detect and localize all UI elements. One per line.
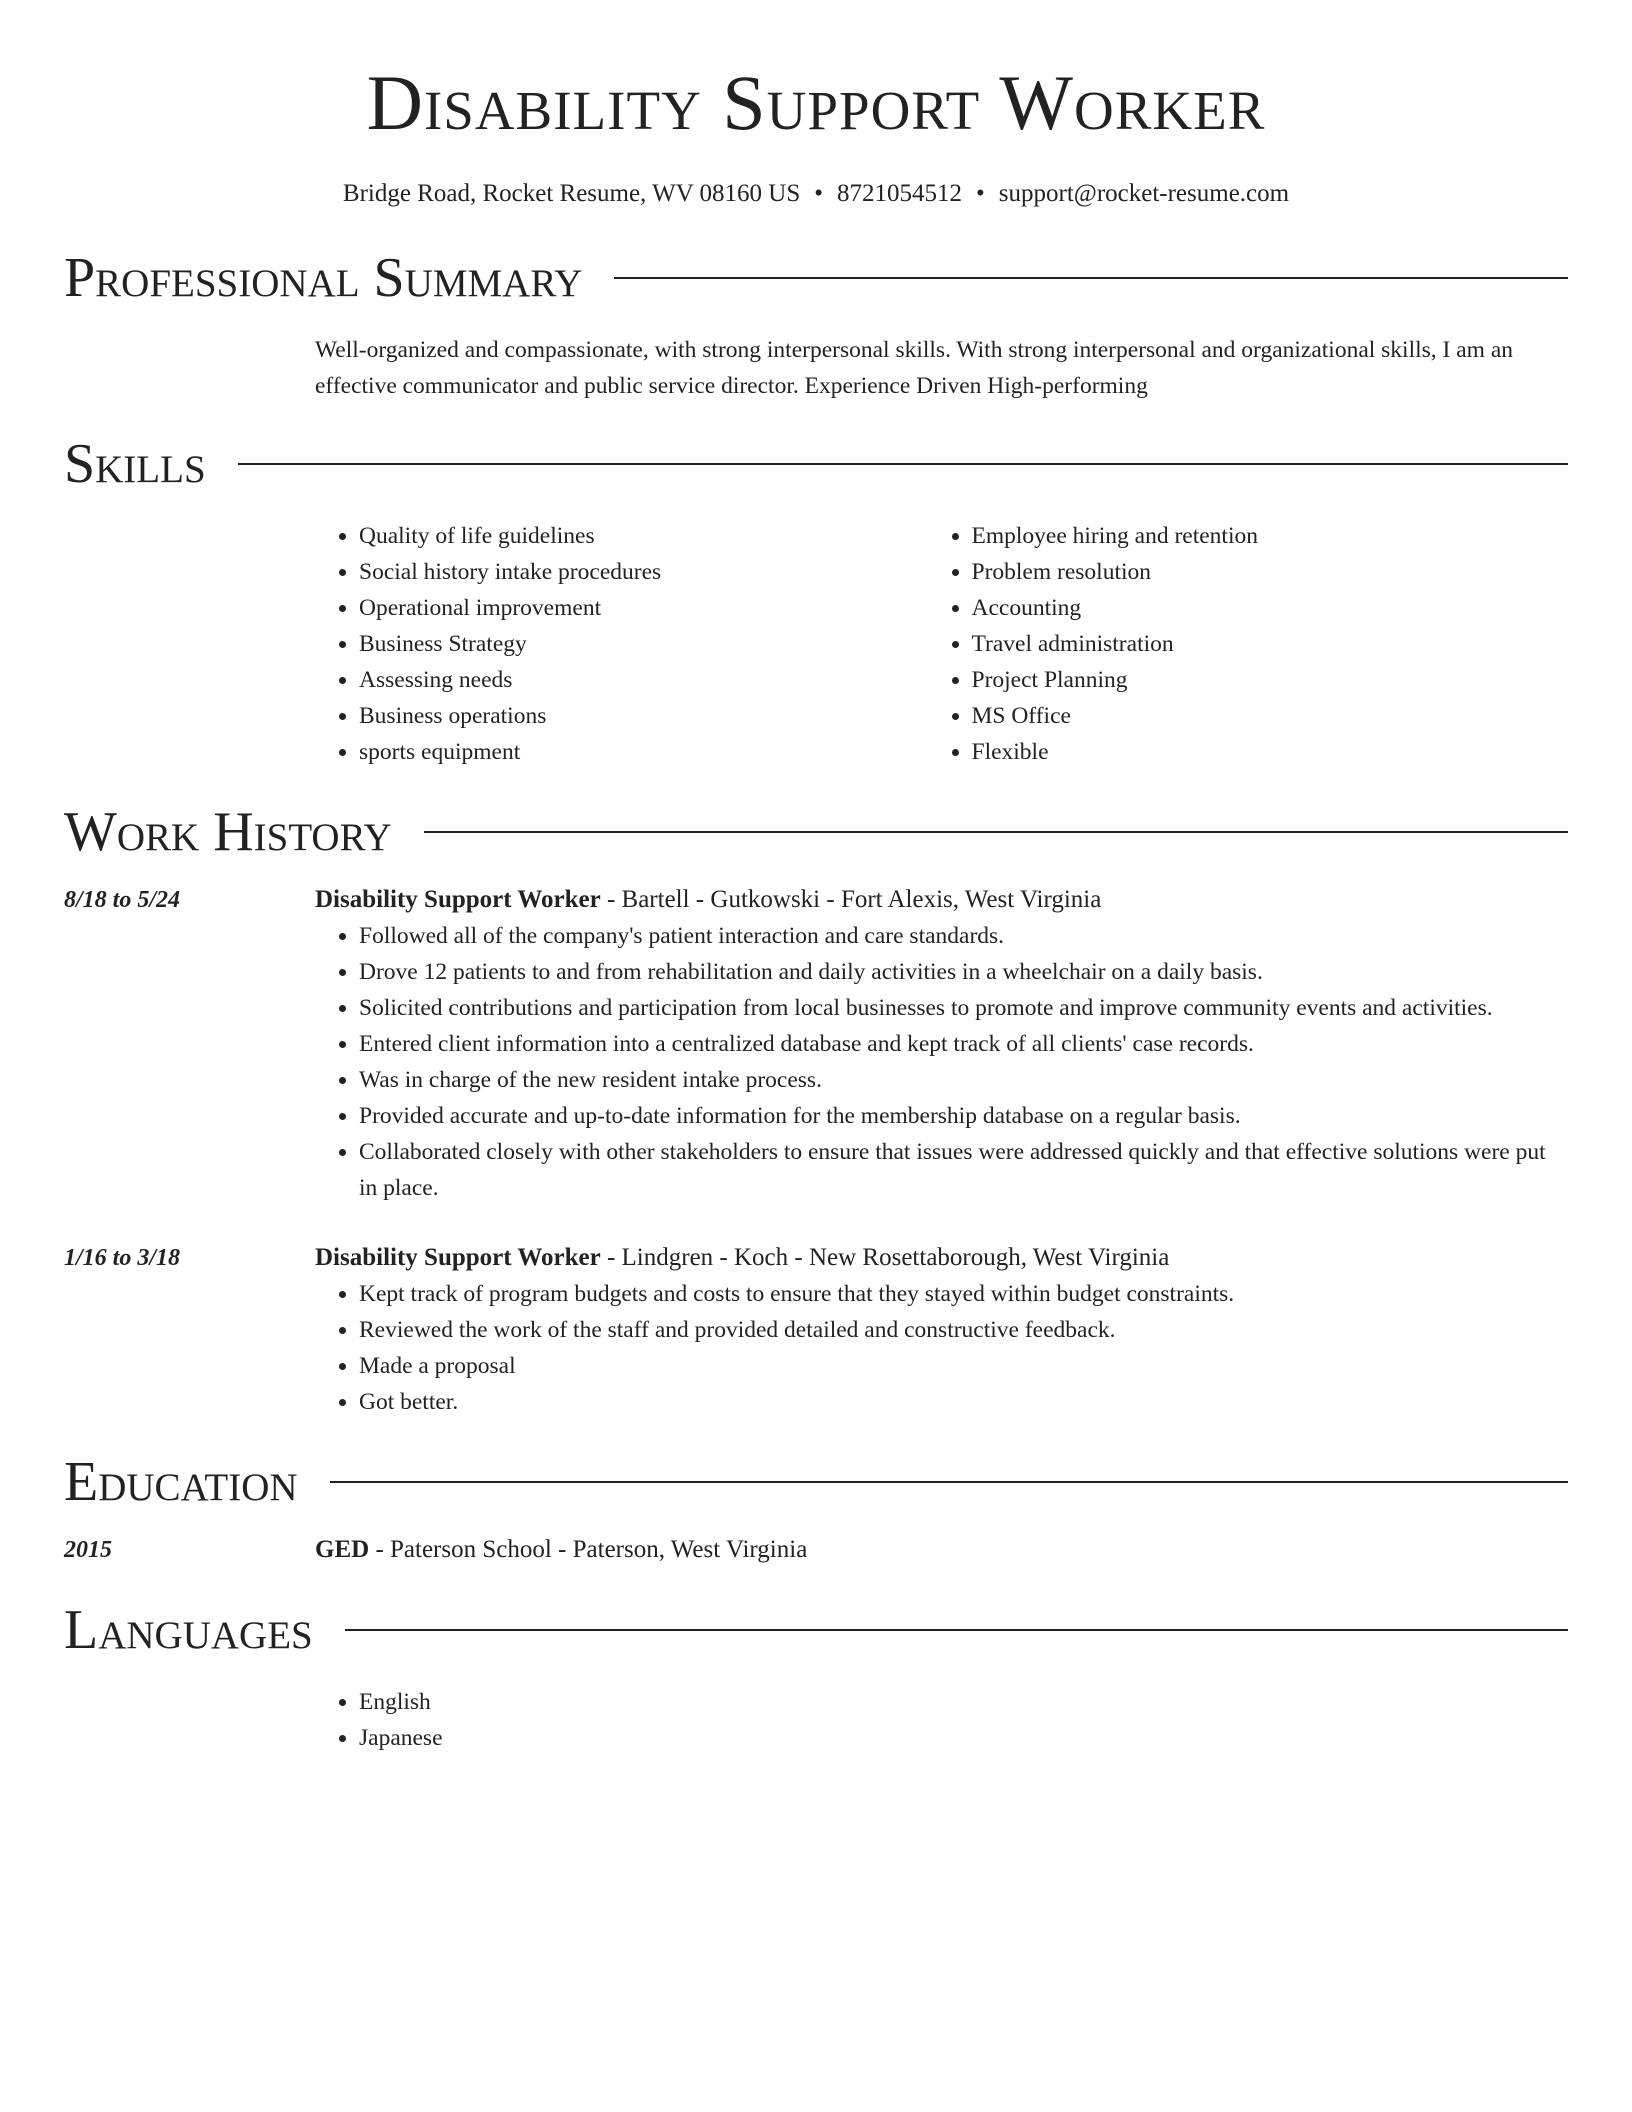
skills-header — [64, 432, 1568, 496]
skills-section — [64, 432, 1568, 770]
skill-item: • Problem resolution — [972, 554, 1569, 590]
education-header — [64, 1450, 1568, 1514]
job-bullet: • Collaborated closely with other stakeholders to ensure that issues were addressed quickly and that effective solutions were put in place. — [359, 1134, 1568, 1206]
skill-item: • Operational improvement — [359, 590, 956, 626]
summary-title: Professional Summary — [64, 247, 583, 309]
skill-item: • MS Office — [972, 698, 1569, 734]
education-heading — [315, 1532, 1568, 1568]
skill-item: • Business operations — [359, 698, 956, 734]
skill-item: • Employee hiring and retention — [972, 518, 1569, 554]
skills-title: Skills — [64, 433, 206, 495]
languages-body — [315, 1684, 1568, 1756]
job-dates: 1/16 to 3/18 — [64, 1245, 181, 1271]
skills-list-left — [315, 518, 956, 770]
contact-address: Bridge Road, Rocket Resume, WV 08160 US — [342, 180, 801, 207]
job-role: Disability Support Worker — [315, 886, 601, 913]
job-entry — [64, 1240, 1568, 1420]
languages-title: Languages — [64, 1599, 313, 1661]
skill-item: • Flexible — [972, 734, 1569, 770]
section-divider — [330, 1481, 1568, 1483]
job-bullet: • Was in charge of the new resident intake process. — [359, 1062, 1568, 1098]
skill-item: • Quality of life guidelines — [359, 518, 956, 554]
skill-item: • Accounting — [972, 590, 1569, 626]
work-history-header — [64, 800, 1568, 864]
languages-header — [64, 1598, 1568, 1662]
section-divider — [238, 463, 1568, 465]
candidate-name: Disability Support Worker — [366, 59, 1266, 146]
job-heading — [315, 1240, 1568, 1276]
section-divider — [614, 277, 1568, 279]
languages-section — [64, 1598, 1568, 1756]
job-role: Disability Support Worker — [315, 1244, 601, 1271]
summary-section — [64, 246, 1568, 404]
education-title: Education — [64, 1451, 298, 1513]
contact-phone: 8721054512 — [837, 180, 963, 207]
job-bullet: • Entered client information into a centralized database and kept track of all clients' case records. — [359, 1026, 1568, 1062]
education-degree: GED — [315, 1536, 370, 1563]
job-bullet: • Provided accurate and up-to-date information for the membership database on a regular basis. — [359, 1098, 1568, 1134]
language-item: • Japanese — [359, 1720, 1568, 1756]
job-bullet: • Reviewed the work of the staff and provided detailed and constructive feedback. — [359, 1312, 1568, 1348]
job-bullets — [315, 918, 1568, 1206]
job-details: - Lindgren - Koch - New Rosettaborough, West Virginia — [600, 1244, 1170, 1271]
job-dates: 8/18 to 5/24 — [64, 887, 181, 913]
job-bullet: • Got better. — [359, 1384, 1568, 1420]
contact-email: support@rocket-resume.com — [998, 180, 1290, 207]
education-section — [64, 1450, 1568, 1568]
section-divider — [345, 1629, 1568, 1631]
education-details: - Paterson School - Paterson, West Virginia — [369, 1536, 808, 1563]
skills-list-right — [928, 518, 1569, 770]
contact-separator: • — [814, 180, 824, 207]
contact-separator: • — [976, 180, 985, 207]
education-date: 2015 — [64, 1537, 112, 1563]
summary-text: Well-organized and compassionate, with strong interpersonal skills. With strong interpersonal and organizational skills, I am an effective communicator and public service director. Experience Driven High-performing — [315, 337, 1514, 399]
skills-grid — [315, 518, 1568, 770]
job-details: - Bartell - Gutkowski - Fort Alexis, West Virginia — [600, 886, 1102, 913]
work-history-title: Work History — [64, 801, 392, 863]
resume-page — [64, 0, 1568, 2112]
education-entry — [64, 1532, 1568, 1568]
job-bullet: • Followed all of the company's patient interaction and care standards. — [359, 918, 1568, 954]
job-bullet: • Drove 12 patients to and from rehabilitation and daily activities in a wheelchair on a daily basis. — [359, 954, 1568, 990]
skill-item: • sports equipment — [359, 734, 956, 770]
job-bullets — [315, 1276, 1568, 1420]
section-divider — [424, 831, 1568, 833]
skill-item: • Social history intake procedures — [359, 554, 956, 590]
language-item: • English — [359, 1684, 1568, 1720]
job-bullet: • Made a proposal — [359, 1348, 1568, 1384]
work-history-section — [64, 800, 1568, 1420]
languages-list — [315, 1684, 1568, 1756]
job-heading — [315, 882, 1568, 918]
job-bullet: • Kept track of program budgets and costs to ensure that they stayed within budget constraints. — [359, 1276, 1568, 1312]
skill-item: • Travel administration — [972, 626, 1569, 662]
contact-line — [64, 178, 1568, 210]
summary-body — [315, 332, 1568, 404]
skill-item: • Project Planning — [972, 662, 1569, 698]
summary-header — [64, 246, 1568, 310]
skill-item: • Assessing needs — [359, 662, 956, 698]
skill-item: • Business Strategy — [359, 626, 956, 662]
job-bullet: • Solicited contributions and participation from local businesses to promote and improve community events and activities. — [359, 990, 1568, 1026]
job-entry — [64, 882, 1568, 1206]
